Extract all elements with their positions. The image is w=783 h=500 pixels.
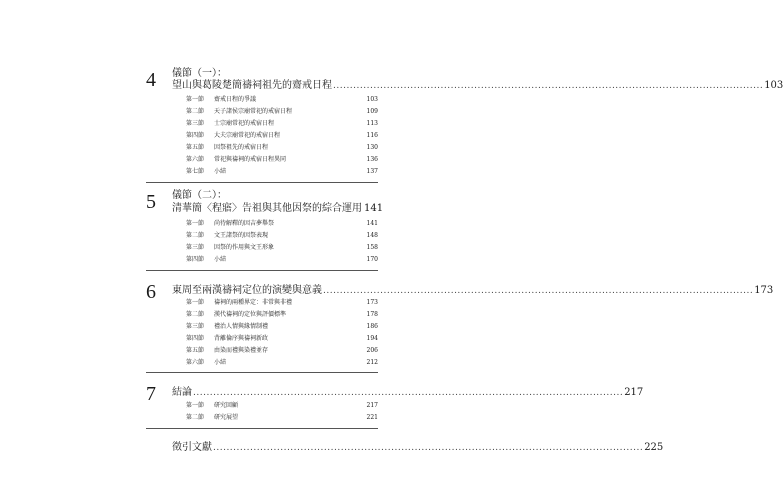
section-label: 第四節 [186, 256, 205, 263]
section-label: 第四節 [186, 335, 205, 342]
section-entry[interactable] [186, 309, 378, 320]
section-entry[interactable] [186, 142, 378, 153]
chapter-title-line[interactable] [172, 202, 384, 215]
chapter-title-line[interactable] [172, 79, 783, 92]
chapter-page: 173 [754, 285, 774, 296]
section-label: 第一節 [186, 299, 205, 306]
section-page: 137 [366, 168, 378, 175]
chapter-title: 清華簡〈程寤〉告祖與其他因祭的綜合運用 [172, 203, 362, 214]
section-entry[interactable] [186, 130, 378, 141]
section-title: 齋戒日程的爭議 [214, 96, 257, 103]
section-page: 141 [366, 220, 378, 227]
section-entry[interactable] [186, 412, 378, 423]
section-entry[interactable] [186, 400, 378, 411]
chapter-subtitle: 儀節（一）： [172, 68, 227, 79]
section-page: 130 [366, 144, 378, 151]
section-entry[interactable] [186, 242, 378, 253]
section-label: 第六節 [186, 156, 205, 163]
chapter-divider [146, 270, 378, 271]
chapter-page: 141 [364, 203, 384, 214]
chapter-number: 4 [146, 69, 156, 91]
section-page: 116 [366, 132, 378, 139]
section-page: 170 [366, 256, 378, 263]
section-title: 小結 [214, 256, 227, 263]
section-title: 因祭祖先的戒宿日程 [214, 144, 269, 151]
section-label: 第一節 [186, 402, 205, 409]
section-page: 158 [366, 244, 378, 251]
section-title: 禮治人情與緣情制禮 [214, 323, 269, 330]
chapter-title-line[interactable] [172, 284, 774, 297]
section-page: 136 [366, 156, 378, 163]
chapter-number: 6 [146, 281, 156, 303]
section-page: 186 [366, 323, 378, 330]
section-entry[interactable] [186, 297, 378, 308]
chapter-number: 7 [146, 383, 156, 405]
section-title: 常祀與禱祠的戒宿日程異同 [214, 156, 287, 163]
section-label: 第一節 [186, 220, 205, 227]
leader-dots: ................................................................................................................................ [213, 443, 644, 453]
section-entry[interactable] [186, 218, 378, 229]
chapter-title: 東周至兩漢禱祠定位的演變與意義 [172, 285, 322, 296]
section-label: 第三節 [186, 120, 205, 127]
section-page: 109 [366, 108, 378, 115]
bibliography-line[interactable] [172, 441, 664, 454]
leader-dots: ................................................................................................................................ [333, 81, 764, 91]
section-entry[interactable] [186, 254, 378, 265]
section-entry[interactable] [186, 154, 378, 165]
chapter-divider [146, 372, 378, 373]
section-label: 第一節 [186, 96, 205, 103]
section-title: 天子諸侯宗廟常祀的戒宿日程 [214, 108, 293, 115]
section-title: 禱祠的兩種界定：非常與非禮 [214, 299, 293, 306]
section-entry[interactable] [186, 345, 378, 356]
section-page: 212 [366, 359, 378, 366]
section-title: 由染而禮與染禮並存 [214, 347, 269, 354]
leader-dots: ................................................................................................................................ [323, 286, 754, 296]
section-title: 漢代禱祠的定位與評價標準 [214, 311, 287, 318]
section-page: 217 [366, 402, 378, 409]
section-title: 研究回顧 [214, 402, 239, 409]
section-entry[interactable] [186, 230, 378, 241]
section-entry[interactable] [186, 333, 378, 344]
section-label: 第三節 [186, 244, 205, 251]
chapter-number: 5 [146, 191, 156, 213]
section-title: 小結 [214, 359, 227, 366]
section-label: 第四節 [186, 132, 205, 139]
chapter-subtitle: 儀節（二）： [172, 190, 227, 201]
section-title: 背離倫序與禱祠新政 [214, 335, 269, 342]
section-title: 研究展望 [214, 414, 239, 421]
bibliography-page: 225 [644, 442, 664, 453]
section-title: 文王諸祭的因祭表現 [214, 232, 269, 239]
chapter-page: 103 [764, 80, 783, 91]
section-label: 第六節 [186, 359, 205, 366]
section-title: 士宗廟常祀的戒宿日程 [214, 120, 275, 127]
section-entry[interactable] [186, 166, 378, 177]
section-title: 因祭的作用與文王形象 [214, 244, 275, 251]
section-page: 113 [366, 120, 378, 127]
chapter-divider [146, 182, 378, 183]
section-label: 第七節 [186, 168, 205, 175]
section-entry[interactable] [186, 94, 378, 105]
section-page: 221 [366, 414, 378, 421]
section-entry[interactable] [186, 118, 378, 129]
section-entry[interactable] [186, 321, 378, 332]
section-title: 大夫宗廟常祀的戒宿日程 [214, 132, 281, 139]
section-entry[interactable] [186, 357, 378, 368]
bibliography-title: 徵引文獻 [172, 442, 212, 453]
chapter-title: 結論 [172, 387, 192, 398]
section-label: 第二節 [186, 311, 205, 318]
section-page: 178 [366, 311, 378, 318]
section-label: 第二節 [186, 232, 205, 239]
chapter-title-line[interactable] [172, 386, 644, 399]
section-entry[interactable] [186, 106, 378, 117]
section-label: 第三節 [186, 323, 205, 330]
section-page: 148 [366, 232, 378, 239]
chapter-divider [146, 428, 378, 429]
section-title: 尚待解釋的因吉夢舉祭 [214, 220, 275, 227]
section-label: 第二節 [186, 414, 205, 421]
section-label: 第五節 [186, 144, 205, 151]
leader-dots: ................................................................................................................................ [193, 388, 624, 398]
section-page: 173 [366, 299, 378, 306]
section-label: 第五節 [186, 347, 205, 354]
section-label: 第二節 [186, 108, 205, 115]
section-page: 206 [366, 347, 378, 354]
chapter-title: 望山與葛陵楚簡禱祠祖先的齋戒日程 [172, 80, 332, 91]
chapter-page: 217 [624, 387, 644, 398]
section-title: 小結 [214, 168, 227, 175]
section-page: 103 [366, 96, 378, 103]
section-page: 194 [366, 335, 378, 342]
